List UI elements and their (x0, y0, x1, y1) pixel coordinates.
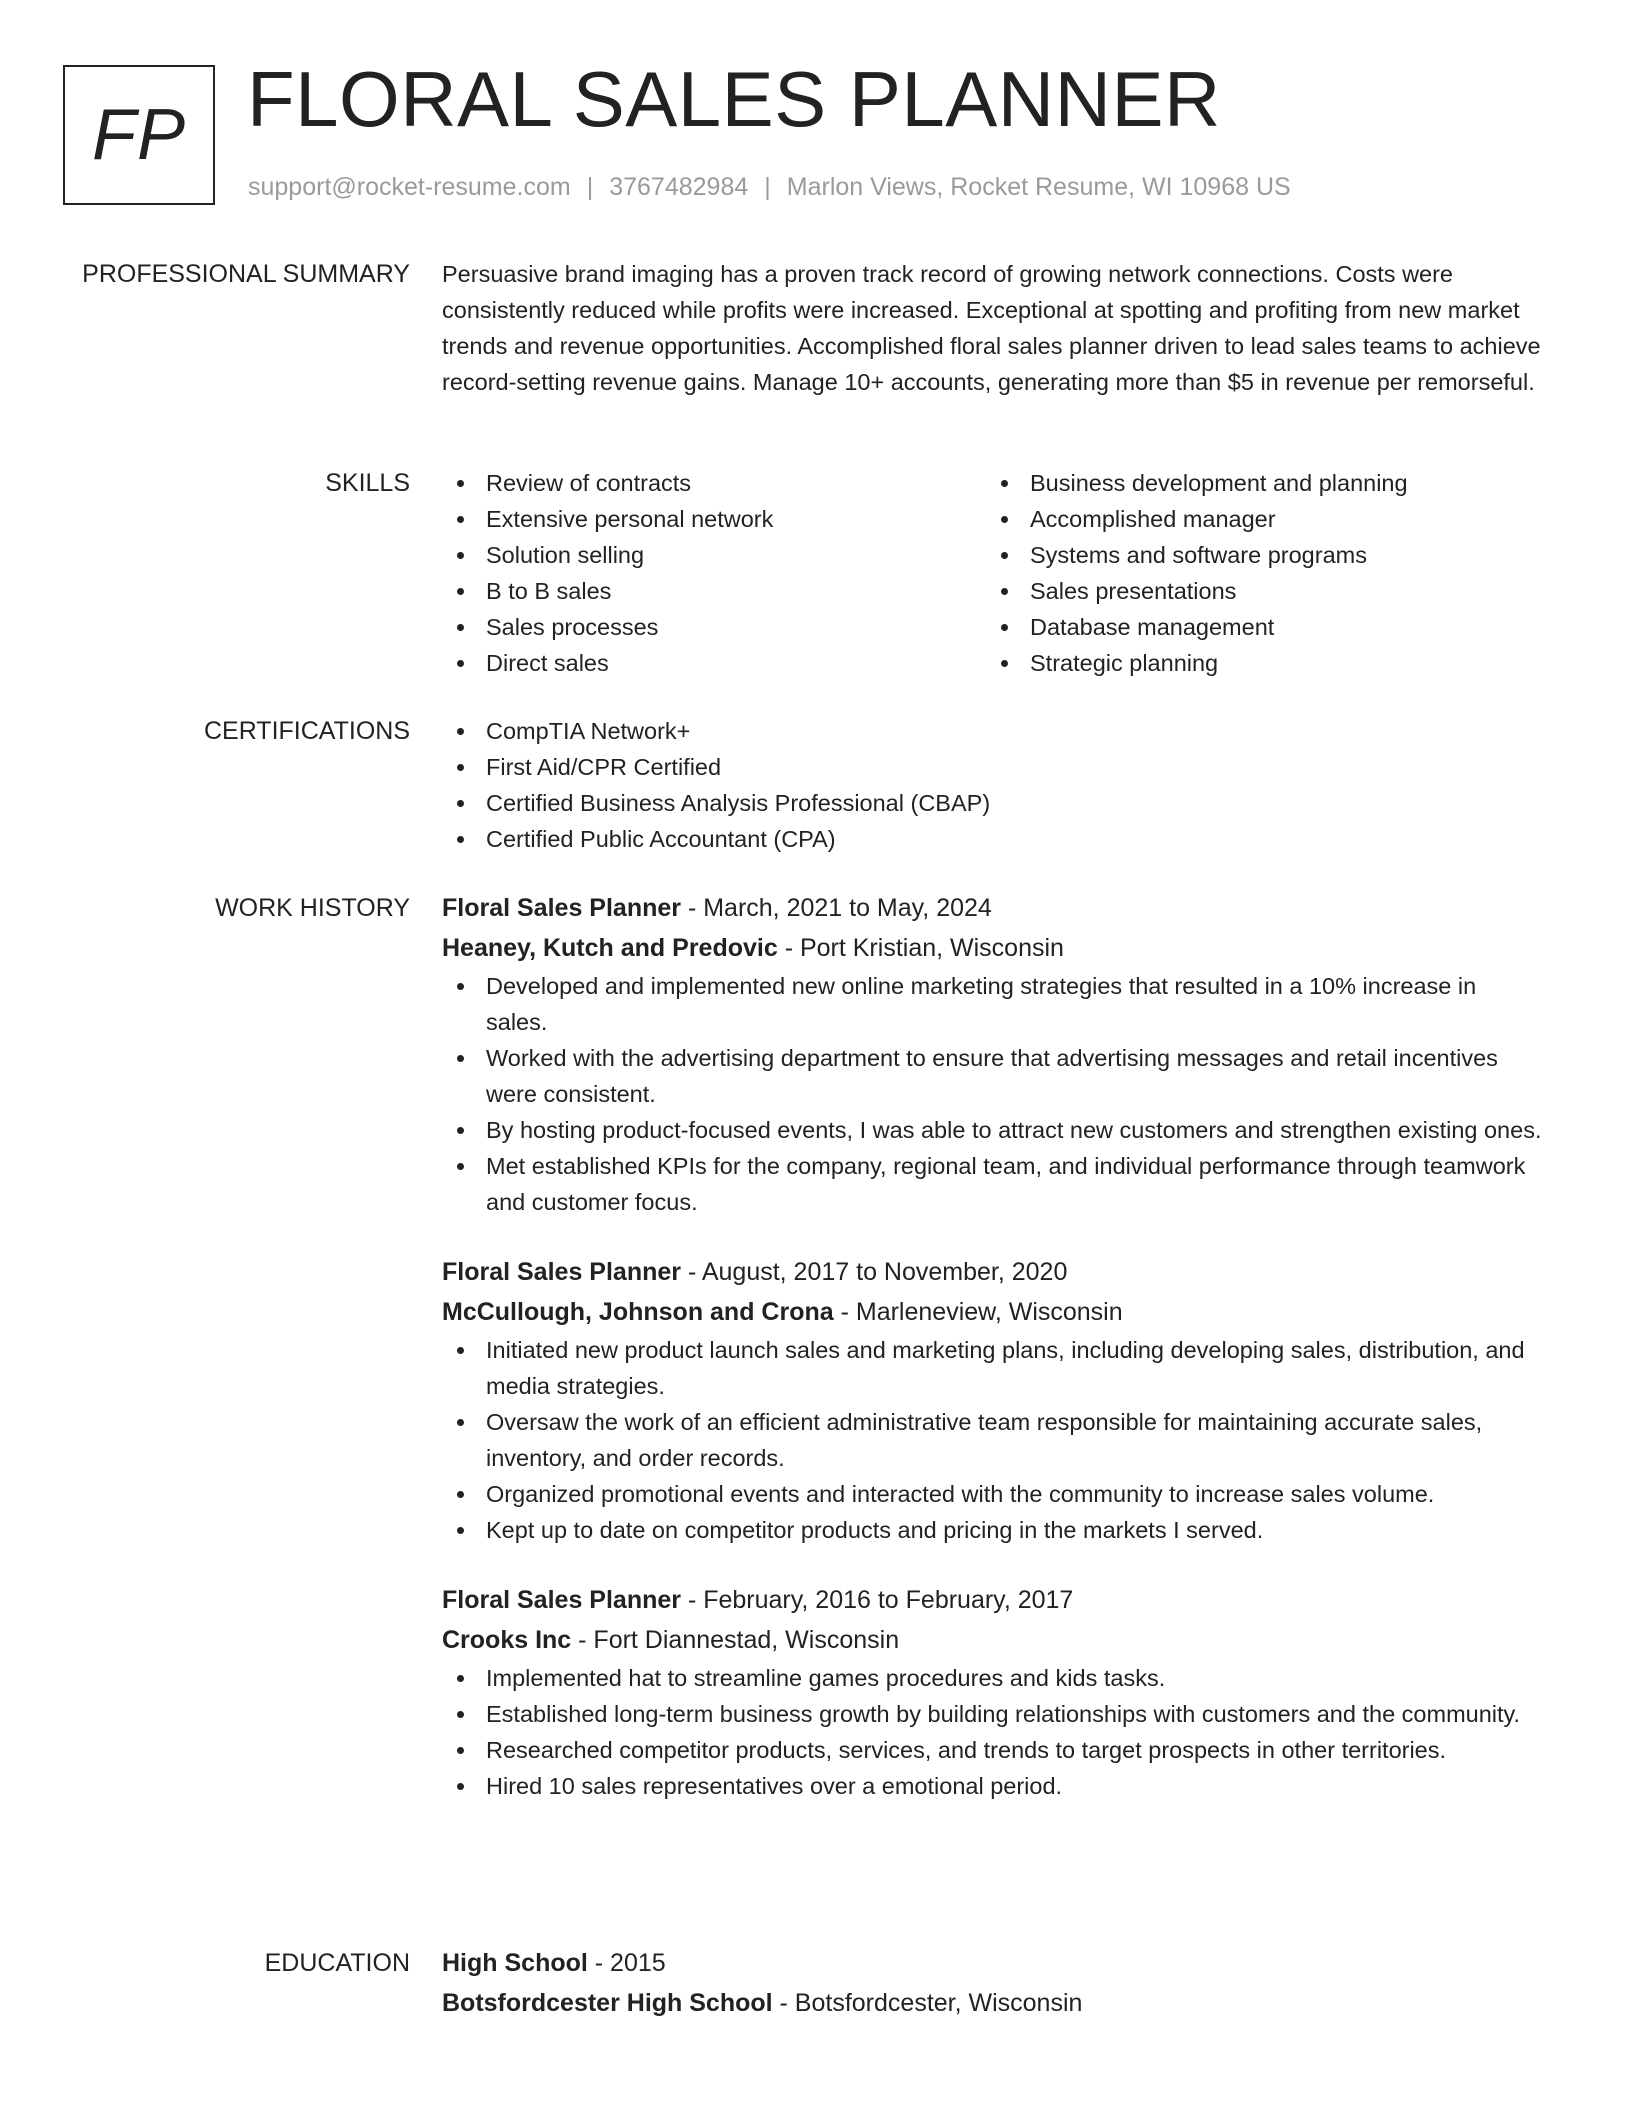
job-title-line (442, 1252, 1542, 1292)
job-title-line (442, 1580, 1542, 1620)
job-bullet: Implemented hat to streamline games procedures and kids tasks. (442, 1660, 1542, 1696)
job-bullets (442, 1332, 1542, 1548)
job-entry (442, 1580, 1542, 1804)
job-company-line (442, 1292, 1542, 1332)
certifications-body (442, 713, 1542, 857)
skill-item: Solution selling (442, 537, 986, 573)
skill-item: Database management (986, 609, 1530, 645)
job-company-line (442, 1620, 1542, 1660)
job-dates: - March, 2021 to May, 2024 (681, 894, 992, 922)
job-bullet: Developed and implemented new online marketing strategies that resulted in a 10% increase in sales. (442, 968, 1542, 1040)
job-dates: - August, 2017 to November, 2020 (681, 1258, 1068, 1286)
contact-line (248, 173, 1291, 202)
work-history-body (442, 888, 1542, 1804)
education-year: - 2015 (587, 1949, 666, 1977)
job-bullet: By hosting product-focused events, I was able to attract new customers and strengthen existing ones. (442, 1112, 1542, 1148)
job-company-line (442, 928, 1542, 968)
skill-item: Direct sales (442, 645, 986, 681)
job-title: Floral Sales Planner (442, 894, 681, 922)
job-location: - Port Kristian, Wisconsin (777, 934, 1064, 962)
certification-item: Certified Business Analysis Professional (CBAP) (442, 785, 1542, 821)
education-school: Botsfordcester High School (442, 1989, 773, 2017)
skills-grid (442, 465, 1542, 681)
skills-list-right (986, 465, 1530, 681)
education-body (442, 1943, 1542, 2023)
job-bullet: Established long-term business growth by building relationships with customers and the community. (442, 1696, 1542, 1732)
skill-item: Strategic planning (986, 645, 1530, 681)
certification-item: First Aid/CPR Certified (442, 749, 1542, 785)
job-title: Floral Sales Planner (442, 1586, 681, 1614)
skills-body (442, 465, 1542, 681)
skill-item: Accomplished manager (986, 501, 1530, 537)
page-title: FLORAL SALES PLANNER (247, 55, 1221, 143)
job-entry (442, 888, 1542, 1220)
certification-item: CompTIA Network+ (442, 713, 1542, 749)
skill-item: B to B sales (442, 573, 986, 609)
section-label-work-history: WORK HISTORY (215, 894, 410, 922)
section-label-education: EDUCATION (264, 1949, 410, 1977)
certifications-list (442, 713, 1542, 857)
skill-item: Sales presentations (986, 573, 1530, 609)
contact-separator: | (764, 173, 771, 201)
summary-body (442, 256, 1542, 400)
job-bullets (442, 968, 1542, 1220)
job-company: Heaney, Kutch and Predovic (442, 934, 778, 962)
skill-item: Review of contracts (442, 465, 986, 501)
job-bullet: Researched competitor products, services, and trends to target prospects in other territories. (442, 1732, 1542, 1768)
education-location: - Botsfordcester, Wisconsin (772, 1989, 1083, 2017)
job-bullet: Met established KPIs for the company, regional team, and individual performance through teamwork and customer focus. (442, 1148, 1542, 1220)
section-label-certifications: CERTIFICATIONS (203, 717, 410, 745)
job-bullet: Organized promotional events and interacted with the community to increase sales volume. (442, 1476, 1542, 1512)
contact-address: Marlon Views, Rocket Resume, WI 10968 US (786, 173, 1291, 201)
job-company: Crooks Inc (442, 1626, 572, 1654)
skill-item: Systems and software programs (986, 537, 1530, 573)
education-degree: High School (442, 1949, 588, 1977)
contact-separator: | (586, 173, 594, 201)
section-label-summary: PROFESSIONAL SUMMARY (82, 260, 410, 288)
skills-list-left (442, 465, 986, 681)
education-degree-line (442, 1943, 1542, 1983)
job-bullet: Kept up to date on competitor products and pricing in the markets I served. (442, 1512, 1542, 1548)
job-bullet: Hired 10 sales representatives over a emotional period. (442, 1768, 1542, 1804)
job-bullet: Oversaw the work of an efficient administrative team responsible for maintaining accurate sales, inventory, and order records. (442, 1404, 1542, 1476)
skill-item: Business development and planning (986, 465, 1530, 501)
job-bullet: Initiated new product launch sales and marketing plans, including developing sales, distribution, and media strategies. (442, 1332, 1542, 1404)
job-location: - Marleneview, Wisconsin (833, 1298, 1123, 1326)
job-company: McCullough, Johnson and Crona (442, 1298, 834, 1326)
job-location: - Fort Diannestad, Wisconsin (571, 1626, 900, 1654)
education-school-line (442, 1983, 1542, 2023)
contact-email: support@rocket-resume.com (248, 173, 571, 201)
skill-item: Sales processes (442, 609, 986, 645)
section-label-skills: SKILLS (325, 469, 410, 497)
summary-text: Persuasive brand imaging has a proven track record of growing network connections. Costs were consistently reduced while profits were increased. Exceptional at spotting and profiting from new market trends and revenue opportunities. Accomplished floral sales planner driven to lead sales teams to achieve record-setting revenue gains. Manage 10+ accounts, generating more than $5 in revenue per remorseful. (442, 261, 1541, 395)
monogram-logo: FP (63, 65, 215, 205)
job-bullet: Worked with the advertising department to ensure that advertising messages and retail incentives were consistent. (442, 1040, 1542, 1112)
job-bullets (442, 1660, 1542, 1804)
job-title: Floral Sales Planner (442, 1258, 681, 1286)
job-title-line (442, 888, 1542, 928)
job-entry (442, 1252, 1542, 1548)
job-dates: - February, 2016 to February, 2017 (681, 1586, 1074, 1614)
skill-item: Extensive personal network (442, 501, 986, 537)
certification-item: Certified Public Accountant (CPA) (442, 821, 1542, 857)
contact-phone: 3767482984 (609, 173, 749, 201)
